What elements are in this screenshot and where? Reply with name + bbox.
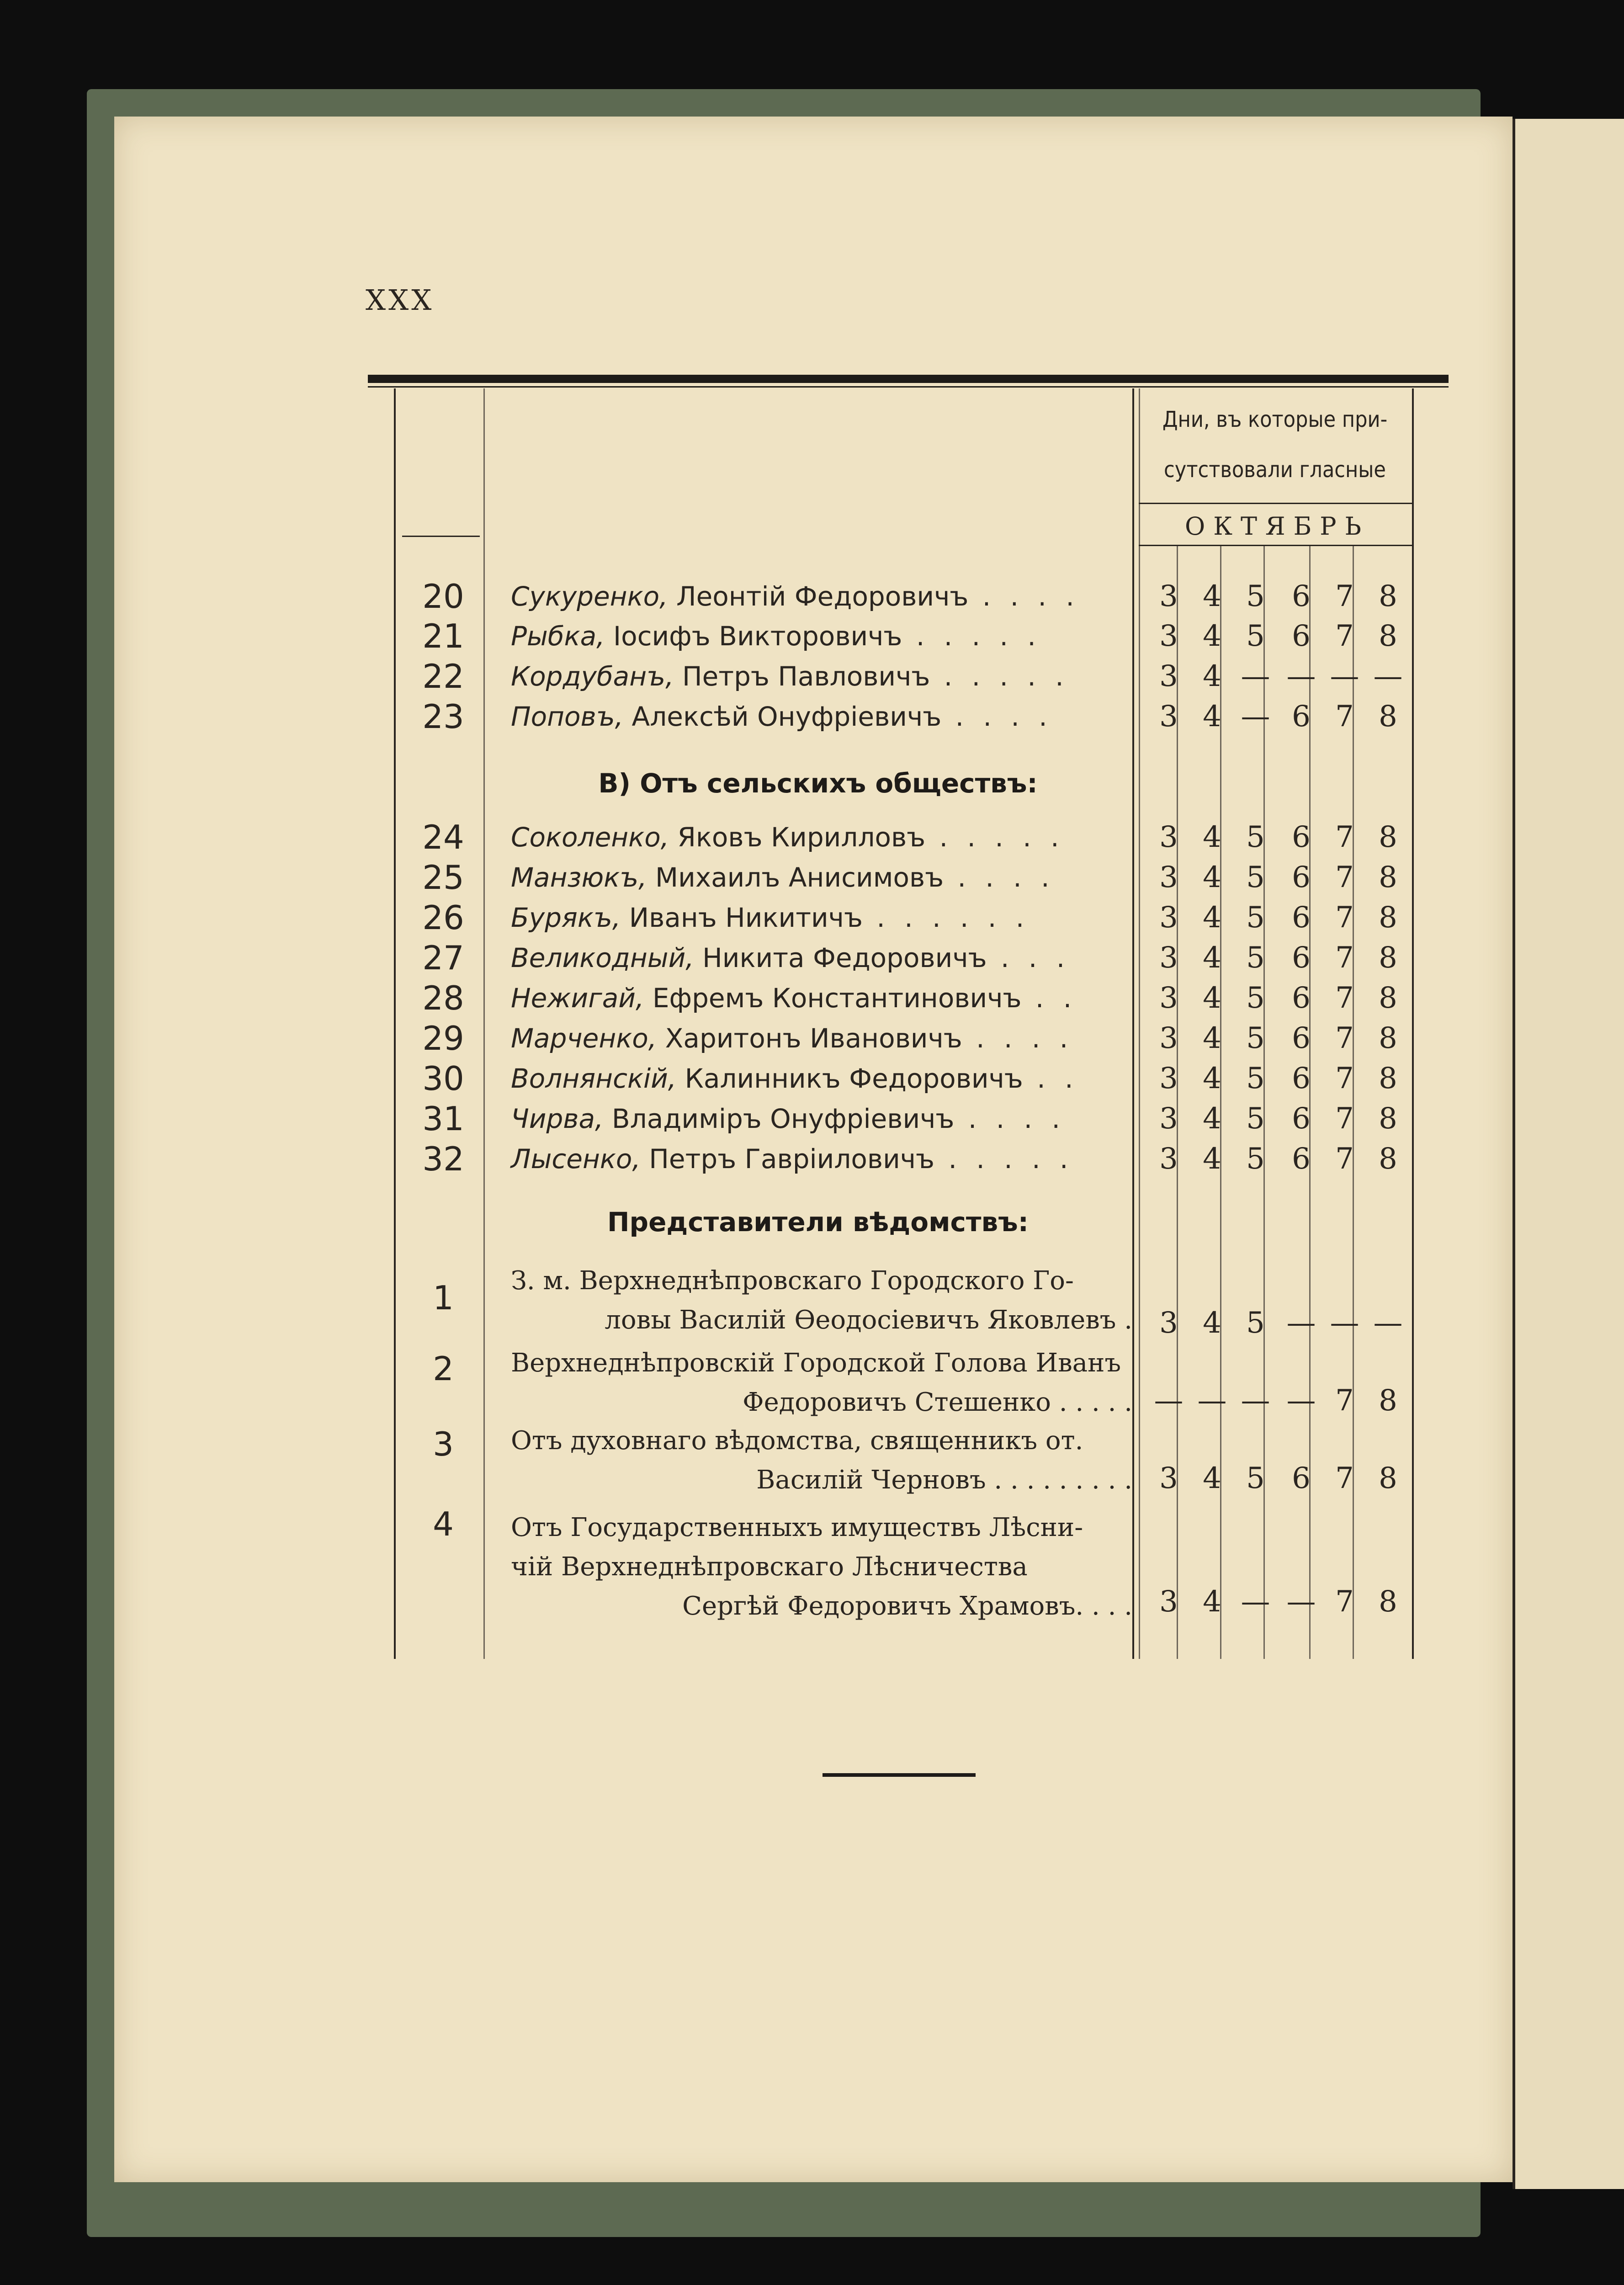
day-cell: 6 — [1292, 1062, 1311, 1095]
surname: Лысенко, — [511, 1143, 641, 1174]
given-name: Петръ Гавріиловичъ — [640, 1143, 935, 1174]
row-number: 21 — [422, 617, 464, 655]
day-cell: — — [1286, 1384, 1316, 1418]
day-cell: 4 — [1203, 579, 1221, 613]
surname: Великодный, — [511, 942, 694, 973]
day-cell: — — [1241, 1384, 1270, 1418]
leader-dots: . . . — [987, 942, 1071, 973]
day-cell: 3 — [1159, 861, 1178, 894]
row-number: 1 — [433, 1279, 454, 1317]
day-cell: 8 — [1379, 1384, 1397, 1418]
surname: Волнянскій, — [511, 1063, 677, 1094]
day-cell: — — [1286, 659, 1316, 693]
day-cell: 6 — [1292, 981, 1311, 1015]
row-number: 22 — [422, 657, 464, 696]
day-cell: 6 — [1292, 861, 1311, 894]
leader-dots: . . — [1023, 1063, 1079, 1094]
row-number: 25 — [422, 858, 464, 897]
day-cell: 8 — [1379, 700, 1397, 733]
row-number: 2 — [433, 1350, 454, 1388]
day-cell: 7 — [1335, 941, 1354, 975]
day-cell: 7 — [1335, 820, 1354, 854]
day-cell: 8 — [1379, 941, 1397, 975]
day-cell: 3 — [1159, 619, 1178, 653]
day-cell: 4 — [1203, 1142, 1221, 1176]
day-cell: — — [1197, 1384, 1227, 1418]
day-cell: 7 — [1335, 1585, 1354, 1619]
day-cell: 5 — [1246, 1102, 1265, 1136]
member-name — [511, 1100, 1128, 1137]
day-cell: 5 — [1246, 1306, 1265, 1340]
member-name — [511, 1060, 1128, 1097]
surname: Бурякъ, — [511, 902, 621, 933]
day-cell: 4 — [1203, 659, 1221, 693]
member-name — [511, 1020, 1128, 1057]
day-cell: 5 — [1246, 1062, 1265, 1095]
leader-dots: . . . . . . — [862, 902, 1030, 933]
representative-text — [511, 1421, 1132, 1500]
day-cell: 7 — [1335, 579, 1354, 613]
day-cell: 8 — [1379, 1461, 1397, 1495]
day-cell: 7 — [1335, 1461, 1354, 1495]
table-top-rule — [368, 375, 1449, 383]
given-name: Леонтій Федоровичъ — [668, 581, 969, 612]
representative-line: Василій Черновъ . . . . . . . . . — [756, 1465, 1132, 1495]
day-cell: 7 — [1335, 1142, 1354, 1176]
day-cell: 3 — [1159, 1062, 1178, 1095]
day-cell: 3 — [1159, 981, 1178, 1015]
day-cell: 5 — [1246, 1142, 1265, 1176]
day-cell: 3 — [1159, 1142, 1178, 1176]
row-number: 20 — [422, 577, 464, 616]
day-cell: 6 — [1292, 619, 1311, 653]
day-cell: 3 — [1159, 1021, 1178, 1055]
table-row — [0, 618, 1624, 654]
representative-line: Федоровичъ Стешенко . . . . . — [743, 1387, 1132, 1417]
day-cell: 6 — [1292, 820, 1311, 854]
day-cell: 3 — [1159, 579, 1178, 613]
day-cell: 7 — [1335, 861, 1354, 894]
given-name: Калинникъ Федоровичъ — [676, 1063, 1023, 1094]
day-cell: 7 — [1335, 901, 1354, 935]
day-cell: 5 — [1246, 981, 1265, 1015]
given-name: Михаилъ Анисимовъ — [647, 862, 944, 893]
day-cell: — — [1241, 1585, 1270, 1619]
table-top-thin-rule — [368, 386, 1449, 388]
representative-line: Отъ Государственныхъ имуществъ Лѣсни- — [511, 1513, 1083, 1542]
day-cell: 6 — [1292, 1021, 1311, 1055]
table-row — [0, 980, 1624, 1016]
member-name — [511, 859, 1128, 896]
representative-text — [511, 1344, 1132, 1422]
row-number: 23 — [422, 697, 464, 736]
surname: Поповъ, — [511, 701, 624, 732]
day-cell: 3 — [1159, 659, 1178, 693]
day-cell: 4 — [1203, 1306, 1221, 1340]
leader-dots: . . . . . — [902, 621, 1041, 652]
given-name: Никита Федоровичъ — [694, 942, 987, 973]
day-cell: 6 — [1292, 1102, 1311, 1136]
day-cell: 7 — [1335, 700, 1354, 733]
given-name: Алексѣй Онуфріевичъ — [623, 701, 942, 732]
day-cell: 7 — [1335, 981, 1354, 1015]
day-cell: 5 — [1246, 619, 1265, 653]
member-name — [511, 698, 1128, 735]
day-cell: 5 — [1246, 1461, 1265, 1495]
day-cell: 4 — [1203, 700, 1221, 733]
representative-text — [511, 1261, 1132, 1340]
surname: Марченко, — [511, 1023, 657, 1054]
table-row — [0, 1060, 1624, 1097]
day-cell: 4 — [1203, 1062, 1221, 1095]
member-name — [511, 980, 1128, 1016]
row-number: 29 — [422, 1019, 464, 1057]
representative-text — [511, 1508, 1132, 1626]
table-row — [0, 578, 1624, 615]
representative-line: Верхнеднѣпровскій Городской Голова Иванъ — [511, 1348, 1121, 1378]
table-row — [0, 658, 1624, 695]
surname: Манзюкъ, — [511, 862, 647, 893]
surname: Соколенко, — [511, 822, 669, 853]
day-cell: 7 — [1335, 1384, 1354, 1418]
member-name — [511, 618, 1128, 654]
row-number: 26 — [422, 898, 464, 937]
day-cell: 4 — [1203, 619, 1221, 653]
row-number: 32 — [422, 1140, 464, 1178]
table-row — [0, 698, 1624, 735]
day-cell: — — [1330, 659, 1359, 693]
day-cell: 8 — [1379, 1062, 1397, 1095]
day-cell: 3 — [1159, 1461, 1178, 1495]
given-name: Петръ Павловичъ — [674, 661, 930, 692]
member-name — [511, 940, 1128, 976]
row-number: 4 — [433, 1505, 454, 1543]
number-header-rule — [402, 536, 480, 537]
day-cell: 6 — [1292, 901, 1311, 935]
day-cell: 8 — [1379, 1021, 1397, 1055]
leader-dots: . . . . — [968, 581, 1080, 612]
day-cell: 8 — [1379, 901, 1397, 935]
day-cell: 7 — [1335, 1062, 1354, 1095]
surname: Чирва, — [511, 1103, 604, 1134]
day-cell: 4 — [1203, 941, 1221, 975]
surname: Нежигай, — [511, 983, 644, 1014]
day-cell: 8 — [1379, 1142, 1397, 1176]
row-number: 28 — [422, 979, 464, 1017]
day-cell: — — [1286, 1585, 1316, 1619]
row-number: 31 — [422, 1100, 464, 1138]
representative-line: чій Верхнеднѣпровскаго Лѣсничества — [511, 1552, 1028, 1582]
day-cell: 4 — [1203, 1461, 1221, 1495]
table-row — [0, 819, 1624, 856]
header-rule — [1139, 503, 1412, 504]
day-cell: — — [1373, 659, 1403, 693]
day-cell: 6 — [1292, 1461, 1311, 1495]
day-cell: 7 — [1335, 1102, 1354, 1136]
day-cell: 4 — [1203, 861, 1221, 894]
day-cell: 3 — [1159, 941, 1178, 975]
leader-dots: . . . . . — [930, 661, 1069, 692]
day-cell: 4 — [1203, 981, 1221, 1015]
table-row — [0, 859, 1624, 896]
day-cell: 6 — [1292, 579, 1311, 613]
day-cell: 7 — [1335, 619, 1354, 653]
section-heading-representatives: Представители вѣдомствъ: — [607, 1206, 1029, 1238]
surname: Рыбка, — [511, 621, 605, 652]
day-cell: 4 — [1203, 1021, 1221, 1055]
day-cell: 8 — [1379, 579, 1397, 613]
day-cell: — — [1330, 1306, 1359, 1340]
given-name: Ефремъ Константиновичъ — [644, 983, 1022, 1014]
leader-dots: . . . . — [941, 701, 1053, 732]
row-number: 24 — [422, 818, 464, 856]
given-name: Іосифъ Викторовичъ — [605, 621, 902, 652]
day-cell: 8 — [1379, 820, 1397, 854]
day-cell: 5 — [1246, 901, 1265, 935]
table-row — [0, 940, 1624, 976]
table-row — [0, 1100, 1624, 1137]
leader-dots: . . . . — [962, 1023, 1074, 1054]
day-cell: 8 — [1379, 1102, 1397, 1136]
leader-dots: . . . . — [944, 862, 1055, 893]
member-name — [511, 578, 1128, 615]
day-cell: 8 — [1379, 981, 1397, 1015]
table-row — [0, 899, 1624, 936]
month-label: ОКТЯБРЬ — [1184, 512, 1370, 541]
member-name — [511, 658, 1128, 695]
day-cell: 8 — [1379, 861, 1397, 894]
representative-line: Отъ духовнаго вѣдомства, священникъ от. — [511, 1426, 1083, 1456]
table-row — [0, 1141, 1624, 1177]
day-cell: 3 — [1159, 820, 1178, 854]
closing-rule — [823, 1773, 976, 1777]
day-cell: 4 — [1203, 901, 1221, 935]
day-cell: 4 — [1203, 1102, 1221, 1136]
row-number: 30 — [422, 1059, 464, 1098]
day-cell: 3 — [1159, 1585, 1178, 1619]
member-name — [511, 819, 1128, 856]
leader-dots: . . — [1021, 983, 1077, 1014]
day-cell: 6 — [1292, 941, 1311, 975]
leader-dots: . . . . — [954, 1103, 1066, 1134]
representative-line: З. м. Верхнеднѣпровскаго Городского Го- — [511, 1266, 1074, 1296]
member-name — [511, 1141, 1128, 1177]
section-heading-rural: В) Отъ сельскихъ обществъ: — [598, 768, 1038, 799]
surname: Кордубанъ, — [511, 661, 674, 692]
day-cell: 3 — [1159, 1306, 1178, 1340]
day-cell: 7 — [1335, 1021, 1354, 1055]
day-cell: — — [1241, 700, 1270, 733]
row-number: 3 — [433, 1425, 454, 1463]
representative-line: ловы Василій Ѳеодосіевичъ Яковлевъ . — [605, 1305, 1132, 1335]
day-cell: 3 — [1159, 700, 1178, 733]
day-cell: — — [1154, 1384, 1184, 1418]
leader-dots: . . . . . — [934, 1143, 1074, 1174]
month-rule — [1139, 545, 1412, 546]
surname: Сукуренко, — [511, 581, 668, 612]
table-row — [0, 1020, 1624, 1057]
given-name: Харитонъ Ивановичъ — [657, 1023, 962, 1054]
day-cell: 6 — [1292, 1142, 1311, 1176]
representative-line: Сергѣй Федоровичъ Храмовъ. . . . — [682, 1591, 1132, 1621]
leader-dots: . . . . . — [925, 822, 1065, 853]
day-cell: 5 — [1246, 1021, 1265, 1055]
day-cell: — — [1373, 1306, 1403, 1340]
page-number: XXX — [366, 283, 435, 317]
day-cell: — — [1241, 659, 1270, 693]
days-header-line-2: сутствовали гласные — [1164, 457, 1386, 483]
row-number: 27 — [422, 939, 464, 977]
given-name: Владиміръ Онуфріевичъ — [603, 1103, 955, 1134]
day-cell: 8 — [1379, 1585, 1397, 1619]
day-cell: 5 — [1246, 579, 1265, 613]
day-cell: 5 — [1246, 820, 1265, 854]
day-cell: 5 — [1246, 861, 1265, 894]
given-name: Яковъ Кирилловъ — [669, 822, 926, 853]
day-cell: 4 — [1203, 820, 1221, 854]
day-cell: 3 — [1159, 1102, 1178, 1136]
day-cell: 6 — [1292, 700, 1311, 733]
day-cell: 4 — [1203, 1585, 1221, 1619]
day-cell: — — [1286, 1306, 1316, 1340]
member-name — [511, 899, 1128, 936]
days-header-line-1: Дни, въ которые при- — [1162, 407, 1388, 432]
day-cell: 8 — [1379, 619, 1397, 653]
day-cell: 5 — [1246, 941, 1265, 975]
given-name: Иванъ Никитичъ — [621, 902, 863, 933]
day-cell: 3 — [1159, 901, 1178, 935]
